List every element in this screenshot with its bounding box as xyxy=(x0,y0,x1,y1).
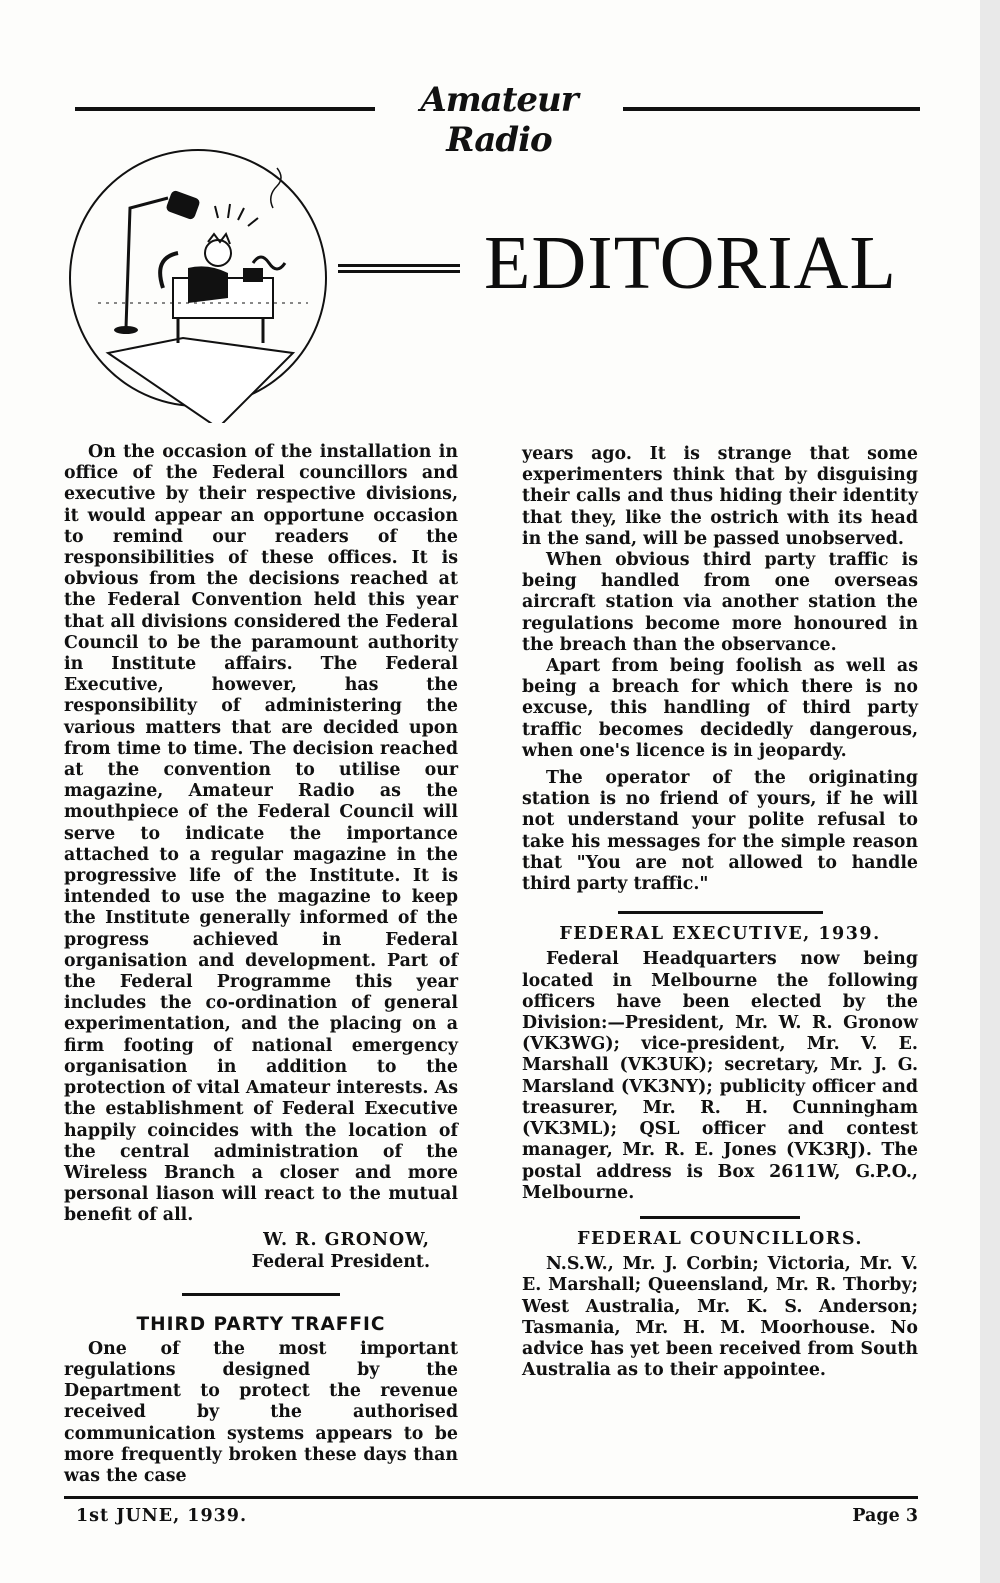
masthead xyxy=(75,80,920,160)
editorial-signature xyxy=(64,1229,458,1273)
federal-executive-heading: FEDERAL EXECUTIVE, 1939. xyxy=(559,924,881,945)
page-edge xyxy=(980,0,1000,1583)
heading-double-rule xyxy=(338,264,460,278)
left-column xyxy=(64,442,458,1487)
third-party-paragraph: One of the most important regulations designed by the Department to protect the revenue received by the authorised communication systems appears to be more frequently broken these days than was the case xyxy=(64,1338,458,1486)
signature-name: W. R. GRONOW, xyxy=(263,1229,430,1250)
section-divider xyxy=(182,1293,340,1296)
page-number: Page 3 xyxy=(852,1506,918,1526)
federal-executive-paragraph: Federal Headquarters now being located in Melbourne the following officers have been elected by the Division:—President, Mr. W. R. Gronow (VK3WG); vice-president, Mr. V. E. Marshall (VK3UK); secretary, Mr. J. G. Marsland (VK3NY); publicity officer and treasurer, Mr. R. H. Cunningham (VK3ML); QSL officer and contest manager, Mr. R. E. Jones (VK3RJ). The postal address is Box 2611W, G.P.O., Melbourne. xyxy=(522,949,918,1203)
signature-role: Federal President. xyxy=(251,1251,430,1272)
issue-date: 1st JUNE, 1939. xyxy=(76,1506,248,1526)
footer-rule xyxy=(64,1496,918,1499)
section-divider xyxy=(618,911,823,914)
masthead-rule-left xyxy=(75,107,375,111)
section-divider xyxy=(640,1216,800,1219)
right-column xyxy=(522,444,918,1381)
editorial-paragraph: On the occasion of the installation in office of the Federal councillors and executive by their respective divisions, it would appear an opportune occasion to remind our readers of the responsibilities of these offices. It is obvious from the decisions reached at the Federal Convention held this year that all divisions considered the Federal Council to be the paramount authority in Institute affairs. The Federal Executive, however, has the responsibility of administering the various matters that are decided upon from time to time. The decision reached at the convention to utilise our magazine, Amateur Radio as the mouthpiece of the Federal Council will serve to indicate the importance attached to a regular magazine in the progressive life of the Institute. It is intended to use the magazine to keep the Institute generally informed of the progress achieved in Federal organisation and development. Part of the Federal Programme this year includes the co-ordination of general experimentation, and the placing on a firm footing of national emergency organisation in addition to the protection of vital Amateur interests. As the establishment of Federal Executive happily coincides with the location of the central administration of the Wireless Branch a closer and more personal liason will react to the mutual benefit of all. xyxy=(64,442,458,1226)
third-party-paragraph-3: Apart from being foolish as well as being a breach for which there is no excuse, this handling of third party traffic becomes decidedly dangerous, when one's licence is in jeopardy. xyxy=(522,656,918,761)
masthead-rule-right xyxy=(623,107,920,111)
third-party-paragraph-4: The operator of the originating station is no friend of yours, if he will not understand your polite refusal to take his messages for the simple reason that "You are not allowed to handle third party traffic." xyxy=(522,768,918,895)
masthead-title: Amateur Radio xyxy=(420,80,578,160)
third-party-heading: THIRD PARTY TRAFFIC xyxy=(136,1313,386,1335)
editorial-cartoon-illustration xyxy=(68,138,333,423)
third-party-paragraph-2: When obvious third party traffic is being handled from one overseas aircraft station via another station the regulations become more honoured in the breach than the observance. xyxy=(522,550,918,655)
federal-councillors-paragraph: N.S.W., Mr. J. Corbin; Victoria, Mr. V. E. Marshall; Queensland, Mr. R. Thorby; West Australia, Mr. K. S. Anderson; Tasmania, Mr. H. M. Moorhouse. No advice has yet been received from South Australia as to their appointee. xyxy=(522,1254,918,1381)
federal-councillors-heading: FEDERAL COUNCILLORS. xyxy=(577,1228,863,1249)
third-party-continued-paragraph: years ago. It is strange that some experimenters think that by disguising their calls and thus hiding their identity that they, like the ostrich with its head in the sand, will be passed unobserved. xyxy=(522,444,918,549)
editorial-title: EDITORIAL xyxy=(484,221,897,305)
